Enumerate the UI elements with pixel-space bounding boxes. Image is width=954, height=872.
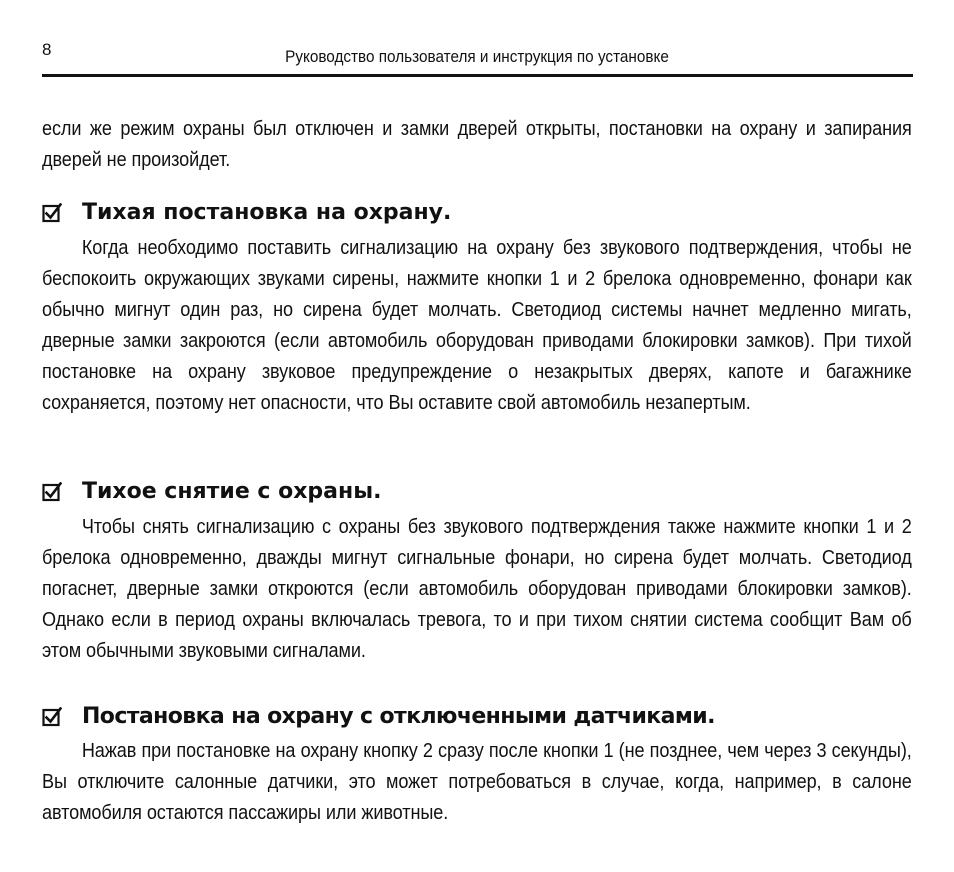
section-body: Чтобы снять сигнализацию с охраны без звукового подтверждения также нажмите кнопки 1 и 2 брелока одновременно, дважды мигнут сигнальные фонари, но сирена будет молчать. Светодиод погаснет, дверные замки откроются (если автомобиль оборудован приводами блокировки замков). Однако если в период охраны включалась тревога, то и при тихом снятии система сообщит Вам об этом обычными звуковыми сигналами. (42, 516, 912, 662)
header-rule (42, 74, 913, 77)
checked-box-icon (42, 482, 62, 502)
page-number: 8 (42, 40, 52, 59)
checked-box-icon (42, 707, 62, 727)
checked-box-icon (42, 203, 62, 223)
section-heading-arm-sensors-off (42, 702, 715, 732)
section-heading-silent-arm (42, 198, 451, 228)
section-heading-silent-disarm (42, 477, 381, 507)
intro-paragraph: если же режим охраны был отключен и замки дверей открыты, постановки на охрану и запирания дверей не произойдет. (42, 118, 912, 171)
section-body: Нажав при постановке на охрану кнопку 2 сразу после кнопки 1 (не позднее, чем через 3 секунды), Вы отключите салонные датчики, это может потребоваться в случае, когда, например, в салоне автомобиля остаются пассажиры или животные. (42, 740, 912, 824)
section-title: Тихая постановка на охрану. (82, 200, 452, 225)
section-body: Когда необходимо поставить сигнализацию на охрану без звукового подтверждения, чтобы не беспокоить окружающих звуками сирены, нажмите кнопки 1 и 2 брелока одновременно, фонари как обычно мигнут один раз, но сирена будет молчать. Светодиод системы начнет медленно мигать, дверные замки закроются (если автомобиль оборудован приводами блокировки замков). При тихой постановке на охрану звуковое предупреждение о незакрытых дверях, капоте и багажнике сохраняется, поэтому нет опасности, что Вы оставите свой автомобиль незапертым. (42, 237, 912, 414)
running-title: Руководство пользователя и инструкция по установке (285, 47, 669, 66)
section-title: Тихое снятие с охраны. (82, 479, 382, 504)
section-title: Постановка на охрану с отключенными датчиками. (82, 704, 715, 729)
